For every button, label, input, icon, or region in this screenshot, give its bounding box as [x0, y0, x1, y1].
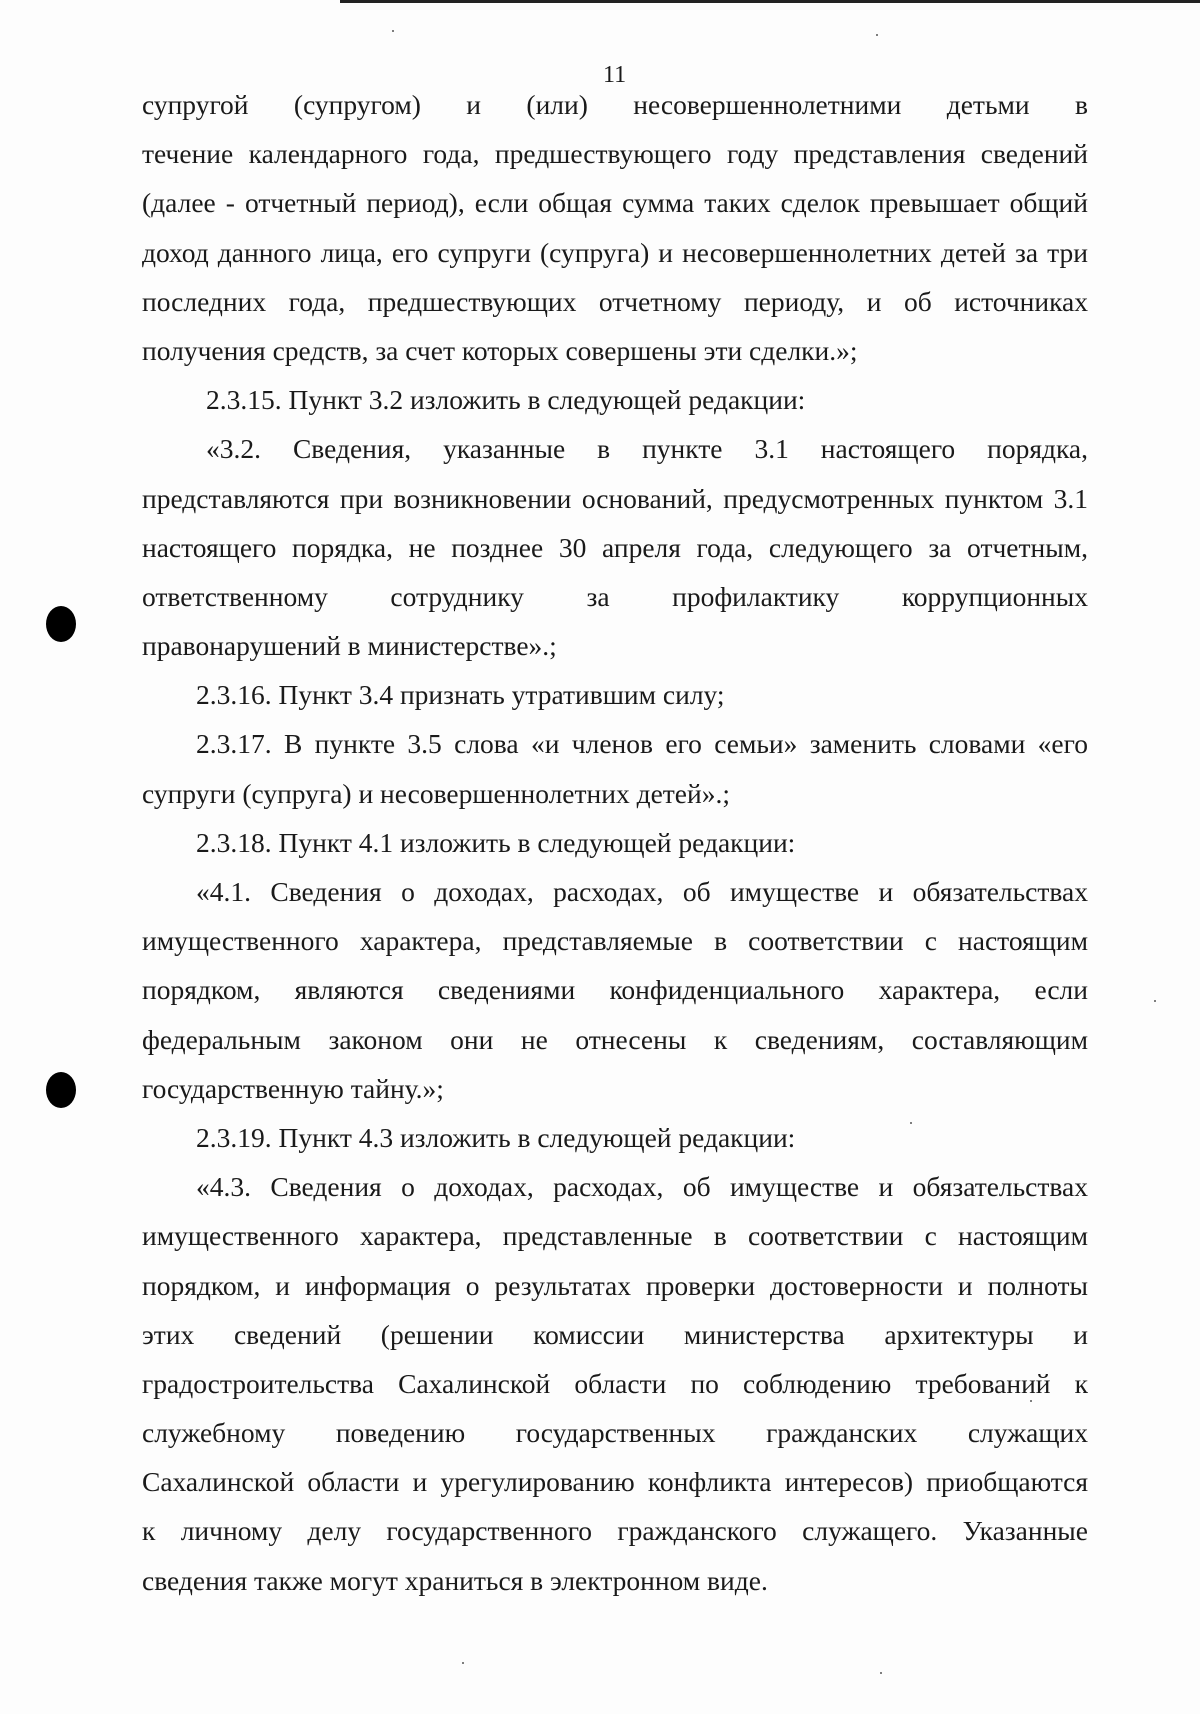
scan-speck	[910, 1122, 912, 1124]
text-line: доход данного лица, его супруги (супруга) и несовершеннолетних детей за три	[142, 236, 1088, 268]
top-border-line	[340, 0, 1200, 3]
text-line: к личному делу государственного гражданского служащего. Указанные	[142, 1515, 1088, 1547]
text-line: настоящего порядка, не позднее 30 апреля года, следующего за отчетным,	[142, 531, 1088, 563]
text-line: последних года, предшествующих отчетному периоду, и об источниках	[142, 285, 1088, 317]
scan-speck	[880, 1672, 882, 1674]
text-line: федеральным законом они не отнесены к сведениям, составляющим	[142, 1023, 1088, 1055]
text-line: ответственному сотруднику за профилактику коррупционных	[142, 580, 1088, 612]
text-line: 2.3.17. В пункте 3.5 слова «и членов его семьи» заменить словами «его	[196, 728, 1088, 760]
text-line: имущественного характера, представленные в соответствии с настоящим	[142, 1220, 1088, 1252]
text-line: порядком, являются сведениями конфиденциального характера, если	[142, 974, 1088, 1006]
page-number: 11	[603, 62, 627, 88]
scan-speck	[1030, 1400, 1032, 1402]
document-body	[142, 87, 1088, 1612]
punch-hole	[46, 1072, 76, 1108]
text-line: Сахалинской области и урегулированию конфликта интересов) приобщаются	[142, 1466, 1088, 1498]
text-line: супруги (супруга) и несовершеннолетних детей».;	[142, 777, 730, 809]
text-line: служебному поведению государственных гражданских служащих	[142, 1417, 1088, 1449]
text-line: супругой (супругом) и (или) несовершеннолетними детьми в	[142, 89, 1088, 120]
text-line: 2.3.15. Пункт 3.2 изложить в следующей редакции:	[206, 384, 806, 416]
text-line: этих сведений (решении комиссии министерства архитектуры и	[142, 1318, 1088, 1350]
punch-hole	[46, 606, 76, 642]
scan-speck	[1154, 1000, 1156, 1002]
scan-speck	[392, 30, 394, 32]
text-line: порядком, и информация о результатах проверки достоверности и полноты	[142, 1269, 1088, 1301]
scan-speck	[462, 1662, 464, 1664]
text-line: 2.3.19. Пункт 4.3 изложить в следующей редакции:	[196, 1121, 796, 1153]
text-line: (далее - отчетный период), если общая сумма таких сделок превышает общий	[142, 187, 1088, 219]
scan-speck	[876, 34, 878, 36]
text-line: государственную тайну.»;	[142, 1072, 444, 1104]
text-line: «4.3. Сведения о доходах, расходах, об имуществе и обязательствах	[196, 1171, 1088, 1203]
text-line: «3.2. Сведения, указанные в пункте 3.1 настоящего порядка,	[206, 433, 1088, 465]
text-line: имущественного характера, представляемые в соответствии с настоящим	[142, 925, 1088, 957]
text-line: течение календарного года, предшествующего году представления сведений	[142, 138, 1088, 170]
text-line: получения средств, за счет которых совершены эти сделки.»;	[142, 334, 858, 366]
text-line: 2.3.18. Пункт 4.1 изложить в следующей редакции:	[196, 826, 796, 858]
text-line: 2.3.16. Пункт 3.4 признать утратившим силу;	[196, 679, 725, 711]
text-line: представляются при возникновении оснований, предусмотренных пунктом 3.1	[142, 482, 1088, 514]
text-line: сведения также могут храниться в электронном виде.	[142, 1564, 768, 1596]
text-line: «4.1. Сведения о доходах, расходах, об имуществе и обязательствах	[196, 876, 1088, 907]
text-line: правонарушений в министерстве».;	[142, 630, 557, 662]
text-line: градостроительства Сахалинской области по соблюдению требований к	[142, 1367, 1088, 1399]
